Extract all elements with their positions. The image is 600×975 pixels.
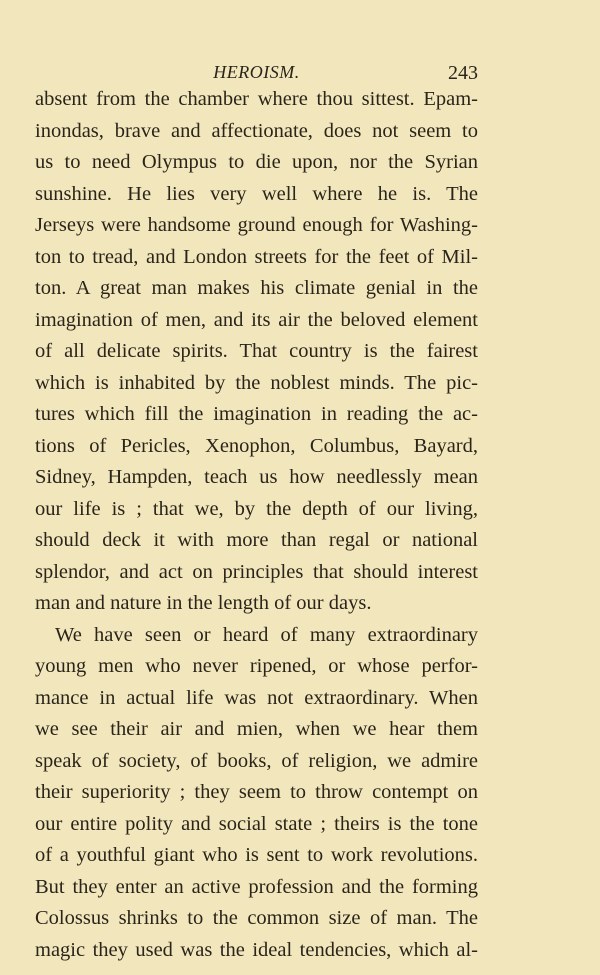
text-line: But they enter an active profession and the forming	[35, 875, 478, 898]
running-title: HEROISM.	[213, 62, 300, 82]
text-line: our entire polity and social state ; theirs is the tone	[35, 812, 478, 835]
text-line: ton. A great man makes his climate genial in the	[35, 277, 478, 299]
text-line: We have seen or heard of many extraordinary	[55, 623, 478, 646]
text-line: Sidney, Hampden, teach us how needlessly mean	[35, 466, 478, 488]
text-line: absent from the chamber where thou sittest. Epam-	[35, 88, 478, 110]
text-line: imagination of men, and its air the beloved element	[35, 308, 478, 331]
text-line: tions of Pericles, Xenophon, Columbus, Bayard,	[35, 434, 478, 457]
text-line: of all delicate spirits. That country is the fairest	[35, 340, 478, 362]
text-line: our life is ; that we, by the depth of our living,	[35, 497, 478, 520]
body-text	[35, 84, 478, 966]
text-line: tures which fill the imagination in reading the ac-	[35, 403, 478, 425]
text-line: Jerseys were handsome ground enough for Washing-	[35, 214, 478, 236]
text-line: we see their air and mien, when we hear them	[35, 718, 478, 740]
text-line: Colossus shrinks to the common size of man. The	[35, 907, 478, 929]
text-line: mance in actual life was not extraordinary. When	[35, 686, 478, 709]
text-line: us to need Olympus to die upon, nor the Syrian	[35, 151, 478, 173]
text-line: inondas, brave and affectionate, does not seem to	[35, 119, 478, 142]
text-line: which is inhabited by the noblest minds. The pic-	[35, 371, 478, 394]
page-number: 243	[448, 62, 478, 84]
text-line: sunshine. He lies very well where he is. The	[35, 182, 478, 205]
text-line: magic they used was the ideal tendencies, which al-	[35, 938, 478, 961]
text-line: ton to tread, and London streets for the feet of Mil-	[35, 245, 478, 268]
text-line: speak of society, of books, of religion, we admire	[35, 749, 478, 772]
text-line: splendor, and act on principles that should interest	[35, 560, 478, 583]
text-line: should deck it with more than regal or national	[35, 529, 478, 551]
text-line: of a youthful giant who is sent to work revolutions.	[35, 844, 478, 866]
text-line: man and nature in the length of our days.	[35, 592, 372, 614]
text-line: young men who never ripened, or whose perfor-	[35, 655, 478, 677]
text-line: their superiority ; they seem to throw contempt on	[35, 781, 478, 803]
